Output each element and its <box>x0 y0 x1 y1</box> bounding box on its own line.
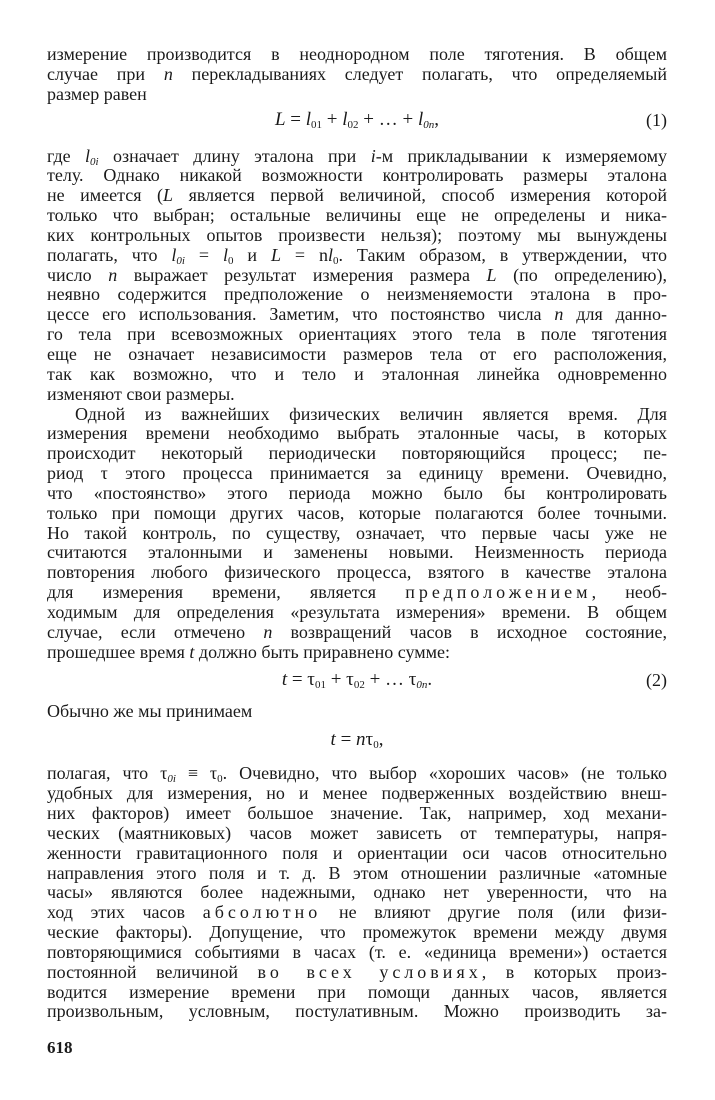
text-run: измерение производится в неоднородном поле тяготения. В общем <box>47 44 667 64</box>
text-line <box>47 464 667 484</box>
text-run: ≡ τ <box>175 763 218 784</box>
text-line <box>47 583 667 603</box>
math-or-emphasis: n <box>108 264 118 285</box>
text-line <box>47 166 667 186</box>
text-line <box>47 643 667 663</box>
text-run: и <box>233 244 271 265</box>
text-line <box>47 285 667 305</box>
text-run: Одной из важнейших физических величин является время. Для <box>75 403 667 424</box>
text-run: часы» являются более надежными, однако нет уверенности, что на <box>47 882 667 903</box>
math-or-emphasis: l <box>171 244 177 265</box>
text-run: . Очевидно, что выбор «хороших часов» (не только <box>222 763 668 784</box>
text-run: еще не означает независимости размеров тела от его расположения, <box>47 343 667 364</box>
text-run: ческих (маятниковых) часов может зависеть от температуры, напря- <box>47 822 667 843</box>
text-run: ческие факторы). Допущение, что промежуток времени между двумя <box>47 922 667 943</box>
math-or-emphasis: 01 <box>311 118 323 131</box>
text-run: + <box>322 108 343 130</box>
math-or-emphasis: 0 <box>227 254 234 267</box>
text-run: где <box>47 145 86 166</box>
text-line <box>47 504 667 524</box>
math-or-emphasis: l <box>222 244 228 265</box>
text-line <box>47 923 667 943</box>
equation-body <box>282 669 432 690</box>
text-line <box>47 983 667 1003</box>
text-run: удобных для измерения, но и менее подверженных воздействию внеш- <box>47 783 667 804</box>
math-or-emphasis: l <box>85 145 91 166</box>
text-run: является первой величиной, способ измерения которой <box>173 185 667 206</box>
math-or-emphasis: 0 <box>373 739 379 752</box>
text-run: перекладываниях следует полагать, что определяемый <box>172 63 667 84</box>
text-run: Но такой контроль, по существу, означает, что первые часы уже не <box>47 522 667 543</box>
text-line <box>47 365 667 385</box>
text-line <box>47 563 667 583</box>
text-run: только при помощи других часов, которые полагаются более точными. <box>47 502 667 523</box>
text-line <box>47 325 667 345</box>
text-run: τ <box>365 729 374 751</box>
math-or-emphasis: l <box>305 108 312 130</box>
equation-1 <box>47 105 667 147</box>
text-line <box>47 603 667 623</box>
text-run: = n <box>280 244 328 265</box>
text-line <box>47 424 667 444</box>
text-line <box>47 883 667 903</box>
text-run: + … τ <box>364 669 417 691</box>
text-run: цессе его использования. Заметим, что постоянство числа <box>47 304 555 325</box>
text-run: = τ <box>287 669 315 691</box>
text-line <box>47 702 667 722</box>
math-or-emphasis: L <box>163 185 174 206</box>
math-or-emphasis: во всех условиях <box>257 961 482 982</box>
text-run: Обычно же мы принимаем <box>47 701 253 722</box>
text-run: = <box>184 244 223 265</box>
text-line <box>47 824 667 844</box>
text-run: случае при <box>47 63 164 84</box>
page-body <box>47 45 667 1022</box>
text-line <box>47 804 667 824</box>
text-run: число <box>47 264 109 285</box>
math-or-emphasis: 0i <box>167 773 176 786</box>
text-run: изменяют свои размеры. <box>47 383 235 404</box>
equation-2 <box>47 662 667 702</box>
text-run: выражает результат измерения размера <box>117 264 487 285</box>
text-run: , <box>378 729 384 751</box>
text-block <box>47 147 667 663</box>
text-line <box>47 305 667 325</box>
text-line <box>47 345 667 365</box>
text-run: постоянной величиной <box>47 961 258 982</box>
text-run: + τ <box>325 669 354 691</box>
text-run: , в которых произ- <box>481 961 667 982</box>
math-or-emphasis: l <box>417 108 424 130</box>
math-or-emphasis: предположением <box>405 582 592 603</box>
text-run: направления этого поля и т. д. В этом отношении различные «атомные <box>47 862 667 883</box>
text-run: -м прикладывании к измеряемому <box>375 145 667 166</box>
equation-3 <box>47 722 667 764</box>
text-run: + … + <box>358 108 418 130</box>
math-or-emphasis: l <box>327 244 333 265</box>
text-run: размер равен <box>47 83 147 104</box>
text-run: (по определению), <box>496 264 667 285</box>
text-block <box>47 45 667 105</box>
text-run: считаются эталонными и заменены новыми. Неизменность периода <box>47 542 667 563</box>
text-line <box>47 147 667 167</box>
text-run: означает длину эталона при <box>98 145 371 166</box>
text-line <box>47 385 667 405</box>
text-run: ходимым для определения «результата измерения» времени. В общем <box>47 601 667 622</box>
math-or-emphasis: L <box>274 108 286 130</box>
text-run: не влияют другие поля (или физи- <box>321 902 667 923</box>
text-line <box>47 484 667 504</box>
text-line <box>47 405 667 425</box>
math-or-emphasis: 02 <box>347 118 359 131</box>
text-line <box>47 903 667 923</box>
text-run: ких контрольных опытов произвести нельзя); поэтому мы вынуждены <box>47 224 667 245</box>
text-run: возвращений часов в исходное состояние, <box>272 621 667 642</box>
text-run: должно быть приравнено сумме: <box>194 641 451 662</box>
text-line <box>47 206 667 226</box>
math-or-emphasis: 0i <box>176 254 185 267</box>
text-run: , необ- <box>591 582 667 603</box>
math-or-emphasis: 02 <box>353 679 365 692</box>
math-or-emphasis: 0n <box>416 679 428 692</box>
text-line <box>47 65 667 85</box>
text-line <box>47 784 667 804</box>
text-run: повторяющимися событиями в часах (т. е. «единица времени») остается <box>47 941 667 962</box>
text-run: для измерения времени, является <box>47 582 406 603</box>
math-or-emphasis: t <box>330 729 336 751</box>
text-line <box>47 266 667 286</box>
math-or-emphasis: 0 <box>217 773 223 786</box>
math-or-emphasis: 0i <box>90 155 99 168</box>
math-or-emphasis: t <box>281 669 288 691</box>
text-run: ход этих часов <box>47 902 203 923</box>
math-or-emphasis: 0 <box>332 254 339 267</box>
text-line <box>47 963 667 983</box>
text-run: риод τ этого процесса принимается за единицу времени. Очевидно, <box>47 463 667 484</box>
text-run: только что выбран; остальные величины еще не определены и ника- <box>47 205 667 226</box>
equation-number: (1) <box>646 109 667 130</box>
math-or-emphasis: 0n <box>423 118 435 131</box>
text-line <box>47 1002 667 1022</box>
text-run: для данно- <box>563 304 667 325</box>
text-run: . Таким образом, в утверждении, что <box>338 244 668 265</box>
text-line <box>47 524 667 544</box>
math-or-emphasis: n <box>163 63 173 84</box>
text-run: водится измерение времени при помощи данных часов, является <box>47 981 667 1002</box>
text-run: телу. Однако никакой возможности контролировать размеры эталона <box>47 165 667 186</box>
text-line <box>47 623 667 643</box>
text-line <box>47 226 667 246</box>
math-or-emphasis: n <box>554 304 564 325</box>
text-run: = <box>335 729 357 751</box>
text-run: измерения времени необходимо выбрать эталонные часы, в которых <box>47 423 667 444</box>
math-or-emphasis: n <box>263 621 273 642</box>
text-run: случае, если отмечено <box>47 621 264 642</box>
text-line <box>47 85 667 105</box>
math-or-emphasis: l <box>342 108 348 130</box>
math-or-emphasis: n <box>356 729 366 751</box>
text-run: так как возможно, что и тело и эталонная линейка одновременно <box>47 363 667 384</box>
text-run: не имеется ( <box>47 185 164 206</box>
text-line <box>47 45 667 65</box>
text-run: неявно содержится предположение о неизменяемости эталона в про- <box>47 284 667 305</box>
math-or-emphasis: L <box>486 264 497 285</box>
equation-number: (2) <box>646 670 667 691</box>
equation-body <box>331 729 384 750</box>
text-run: полагая, что τ <box>47 763 168 784</box>
math-or-emphasis: L <box>270 244 281 265</box>
text-run: = <box>285 108 306 130</box>
text-run: повторения любого физического процесса, взятого в качестве эталона <box>47 562 667 583</box>
text-run: , <box>434 108 440 130</box>
text-run: . <box>427 669 433 691</box>
text-run: них факторов) имеет большое значение. Так, например, ход механи- <box>47 803 667 823</box>
text-line <box>47 864 667 884</box>
text-line <box>47 246 667 266</box>
math-or-emphasis: i <box>370 145 376 166</box>
math-or-emphasis: t <box>189 641 195 662</box>
page-number: 618 <box>47 1038 73 1057</box>
text-run: прошедшее время <box>47 641 190 662</box>
text-line <box>47 943 667 963</box>
text-run: полагать, что <box>47 244 172 265</box>
text-run: женности гравитационного поля и ориентации оси часов относительно <box>47 842 667 863</box>
text-line <box>47 444 667 464</box>
equation-body <box>275 109 439 130</box>
text-line <box>47 764 667 784</box>
text-run: го тела при всевозможных ориентациях этого тела в поле тяготения <box>47 324 667 345</box>
text-block <box>47 702 667 722</box>
text-block <box>47 764 667 1022</box>
math-or-emphasis: абсолютно <box>202 902 322 923</box>
text-line <box>47 543 667 563</box>
text-run: что «постоянство» этого периода можно было бы контролировать <box>47 482 667 503</box>
text-line <box>47 844 667 864</box>
math-or-emphasis: 01 <box>314 679 326 692</box>
text-run: произвольным, условным, постулативным. Можно производить за- <box>47 1001 667 1022</box>
text-line <box>47 186 667 206</box>
text-run: происходит некоторый периодически повторяющийся процесс; пе- <box>47 443 667 464</box>
